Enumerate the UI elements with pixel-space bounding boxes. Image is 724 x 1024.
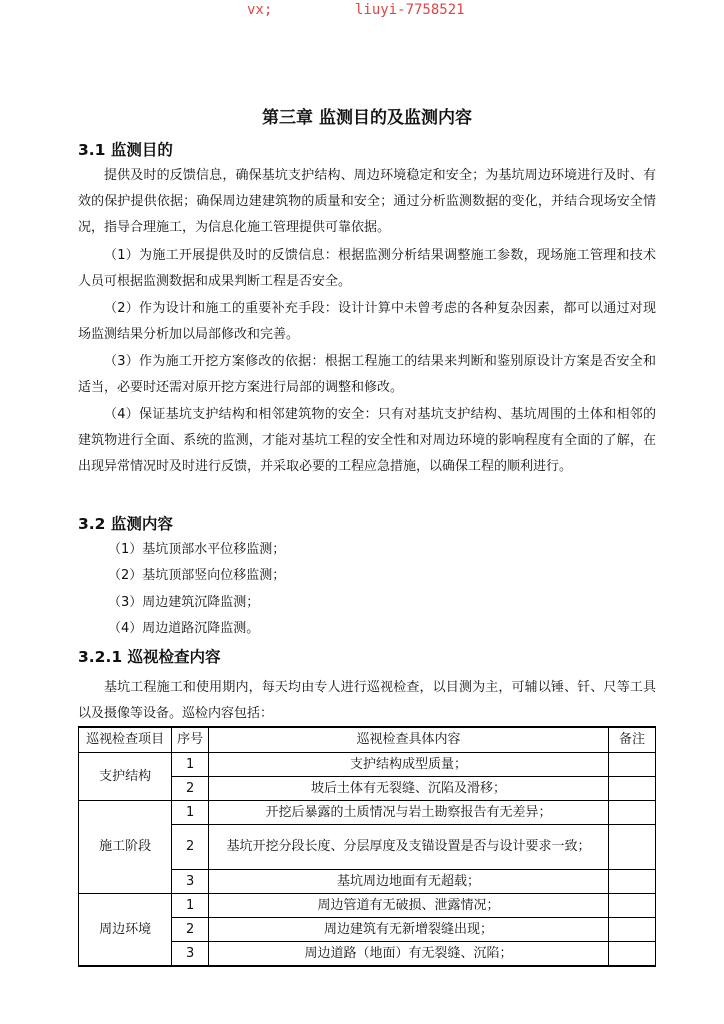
row-note: [608, 825, 655, 870]
monitor-item-4: （4）周边道路沉降监测。: [108, 621, 260, 636]
group-name: 支护结构: [79, 753, 172, 801]
section-3-1-intro: 提供及时的反馈信息，确保基坑支护结构、周边环境稳定和安全；为基坑周边环境进行及时、有效的保护提供依据；确保周边建建筑物的质量和安全；通过分析监测数据的变化，并结合现场安全情况，指导合理施工，为信息化施工管理提供可靠依据。: [78, 168, 656, 236]
header-note: 备注: [608, 727, 655, 753]
table-header-row: [79, 727, 656, 753]
row-note: [608, 777, 655, 801]
header-no: 序号: [172, 727, 209, 753]
chapter-title: 第三章 监测目的及监测内容: [262, 108, 472, 128]
section-3-1-heading: 3.1 监测目的: [78, 141, 173, 159]
monitor-item-3: （3）周边建筑沉降监测；: [108, 595, 260, 610]
purpose-point-2: （2）作为设计和施工的重要补充手段：设计计算中未曾考虑的各种复杂因素，都可以通过对现场监测结果分析加以局部修改和完善。: [78, 301, 656, 343]
row-note: [608, 870, 655, 894]
row-content: 周边建筑有无新增裂缝出现；: [209, 918, 609, 942]
row-content: 周边道路（地面）有无裂缝、沉陷；: [209, 942, 609, 967]
row-content: 支护结构成型质量；: [209, 753, 609, 777]
table-row: [79, 894, 656, 918]
group-name: 施工阶段: [79, 801, 172, 894]
inspection-table: [78, 726, 656, 967]
group-name: 周边环境: [79, 894, 172, 967]
row-no: 1: [172, 894, 209, 918]
row-no: 2: [172, 825, 209, 870]
header-item: 巡视检查项目: [79, 727, 172, 753]
watermark-left: vx;: [247, 2, 273, 18]
section-3-2-1-heading: 3.2.1 巡视检查内容: [78, 648, 221, 666]
row-content: 开挖后暴露的土质情况与岩土勘察报告有无差异；: [209, 801, 609, 825]
row-no: 3: [172, 870, 209, 894]
row-note: [608, 918, 655, 942]
monitor-item-1: （1）基坑顶部水平位移监测；: [108, 542, 286, 557]
row-no: 2: [172, 777, 209, 801]
table-row: [79, 753, 656, 777]
row-no: 2: [172, 918, 209, 942]
section-3-2-1-intro: 基坑工程施工和使用期内，每天均由专人进行巡视检查，以目测为主，可辅以锤、钎、尺等工具以及摄像等设备。巡检内容包括：: [78, 680, 656, 722]
watermark-right: liuyi-7758521: [355, 2, 465, 18]
row-content: 坡后土体有无裂缝、沉陷及滑移；: [209, 777, 609, 801]
row-note: [608, 801, 655, 825]
header-content: 巡视检查具体内容: [209, 727, 609, 753]
row-no: 3: [172, 942, 209, 967]
row-content: 基坑开挖分段长度、分层厚度及支锚设置是否与设计要求一致；: [209, 825, 609, 870]
purpose-point-3: （3）作为施工开挖方案修改的依据：根据工程施工的结果来判断和鉴别原设计方案是否安全和适当，必要时还需对原开挖方案进行局部的调整和修改。: [78, 354, 656, 396]
row-no: 1: [172, 801, 209, 825]
monitor-item-2: （2）基坑顶部竖向位移监测；: [108, 568, 286, 583]
table-row: [79, 801, 656, 825]
row-no: 1: [172, 753, 209, 777]
purpose-point-4: （4）保证基坑支护结构和相邻建筑物的安全：只有对基坑支护结构、基坑周围的土体和相邻的建筑物进行全面、系统的监测，才能对基坑工程的安全性和对周边环境的影响程度有全面的了解，在出现异常情况时及时进行反馈，并采取必要的工程应急措施，以确保工程的顺利进行。: [78, 407, 656, 475]
section-3-2-heading: 3.2 监测内容: [78, 515, 173, 533]
purpose-point-1: （1）为施工开展提供及时的反馈信息：根据监测分析结果调整施工参数，现场施工管理和技术人员可根据监测数据和成果判断工程是否安全。: [78, 248, 656, 290]
row-note: [608, 942, 655, 967]
row-content: 周边管道有无破损、泄露情况；: [209, 894, 609, 918]
row-note: [608, 753, 655, 777]
row-note: [608, 894, 655, 918]
row-content: 基坑周边地面有无超载；: [209, 870, 609, 894]
watermark: [0, 0, 724, 22]
